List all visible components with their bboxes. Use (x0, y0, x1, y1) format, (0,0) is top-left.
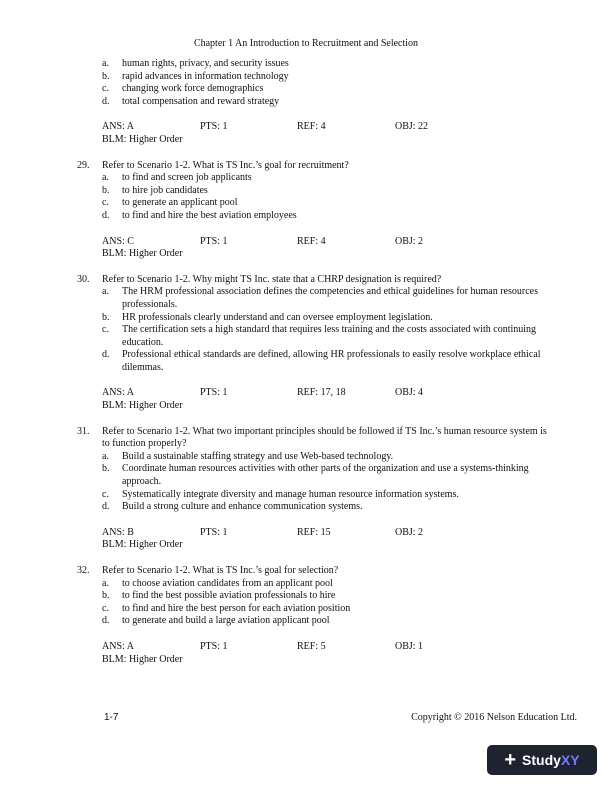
option-text: changing work force demographics (122, 83, 264, 95)
option-text: Build a sustainable staffing strategy and use Web-based technology. (122, 450, 394, 462)
objective: OBJ: 1 (395, 640, 424, 652)
option (77, 58, 547, 71)
question-stem: Refer to Scenario 1-2. What is TS Inc.’s goal for recruitment? (102, 159, 349, 171)
option (77, 349, 547, 374)
option-letter: a. (102, 172, 109, 184)
option (77, 210, 547, 223)
points: PTS: 1 (200, 121, 228, 133)
option-text: to find and hire the best person for each aviation position (122, 602, 351, 614)
option-letter: d. (102, 95, 110, 107)
question-content (77, 58, 547, 666)
option (77, 83, 547, 96)
option-letter: b. (102, 311, 110, 323)
option-letter: c. (102, 488, 109, 500)
points: PTS: 1 (200, 387, 228, 399)
points: PTS: 1 (200, 526, 228, 538)
option-text: to generate and build a large aviation applicant pool (122, 615, 330, 627)
option-text: to find and hire the best aviation employees (122, 209, 297, 221)
copyright: Copyright © 2016 Nelson Education Ltd. (411, 712, 577, 723)
answer: ANS: A (102, 387, 134, 399)
option-letter: d. (102, 209, 110, 221)
question-number: 31. (77, 425, 90, 437)
answer-meta (77, 641, 547, 666)
option-text: human rights, privacy, and security issues (122, 58, 289, 69)
option-letter: d. (102, 615, 110, 627)
option-letter: a. (102, 577, 109, 589)
objective: OBJ: 2 (395, 526, 424, 538)
option-text: to hire job candidates (122, 184, 208, 196)
option-letter: d. (102, 501, 110, 513)
option-text: to find the best possible aviation professionals to hire (122, 590, 336, 602)
question-block (77, 274, 547, 287)
option-text: HR professionals clearly understand and can oversee employment legislation. (122, 311, 433, 323)
option-letter: b. (102, 590, 110, 602)
badge-brand: Study (522, 752, 561, 768)
page-number: 1-7 (104, 712, 119, 723)
option (77, 324, 547, 349)
option-text: Professional ethical standards are defined, allowing HR professionals to easily resolve workplace ethical dilemmas. (122, 349, 541, 373)
option-text: rapid advances in information technology (122, 70, 289, 82)
question-stem: Refer to Scenario 1-2. What two important principles should be followed if TS Inc.’s human resource system is to function properly? (102, 425, 547, 450)
studyxy-badge[interactable] (487, 745, 597, 775)
objective: OBJ: 2 (395, 235, 424, 247)
reference: REF: 15 (297, 526, 331, 538)
option (77, 71, 547, 84)
question-number: 32. (77, 565, 90, 576)
option-letter: a. (102, 286, 109, 298)
answer: ANS: B (102, 526, 134, 538)
option-text: Coordinate human resources activities with other parts of the organization and use a systems-thinking approach. (122, 463, 529, 488)
option (77, 463, 547, 488)
option (77, 185, 547, 198)
option (77, 451, 547, 464)
option-letter: b. (102, 184, 110, 196)
question-stem: Refer to Scenario 1-2. What is TS Inc.’s goal for selection? (102, 565, 339, 576)
option (77, 197, 547, 210)
question-block (77, 426, 547, 451)
answer-meta (77, 387, 547, 412)
blm-level: BLM: Higher Order (102, 133, 183, 145)
question-stem: Refer to Scenario 1-2. Why might TS Inc. state that a CHRP designation is required? (102, 273, 442, 285)
option-letter: c. (102, 197, 109, 209)
option (77, 312, 547, 325)
objective: OBJ: 22 (395, 121, 429, 133)
option-letter: b. (102, 70, 110, 82)
option-letter: a. (102, 450, 109, 462)
answer-meta (77, 121, 547, 146)
blm-level: BLM: Higher Order (102, 400, 183, 412)
option (77, 615, 547, 628)
blm-level: BLM: Higher Order (102, 539, 183, 551)
option-text: Build a strong culture and enhance communication systems. (122, 501, 363, 513)
points: PTS: 1 (200, 640, 228, 652)
plus-icon: + (504, 749, 517, 771)
option-text: to find and screen job applicants (122, 172, 252, 184)
answer-meta (77, 236, 547, 261)
answer-meta (77, 527, 547, 552)
option-letter: b. (102, 463, 110, 475)
option (77, 501, 547, 514)
option (77, 96, 547, 109)
option-letter: d. (102, 349, 110, 361)
reference: REF: 17, 18 (297, 387, 346, 399)
answer: ANS: A (102, 640, 134, 652)
question-block (77, 160, 547, 173)
option (77, 590, 547, 603)
answer: ANS: C (102, 235, 134, 247)
objective: OBJ: 4 (395, 387, 424, 399)
blm-level: BLM: Higher Order (102, 653, 183, 665)
option (77, 578, 547, 591)
points: PTS: 1 (200, 235, 228, 247)
option (77, 489, 547, 502)
option (77, 286, 547, 311)
reference: REF: 4 (297, 235, 326, 247)
question-block (77, 565, 547, 578)
question-block (77, 58, 547, 147)
badge-accent: XY (560, 752, 580, 768)
option-letter: c. (102, 324, 109, 336)
option-text: to generate an applicant pool (122, 197, 238, 209)
page-header: Chapter 1 An Introduction to Recruitment and Selection (193, 38, 419, 49)
option-letter: a. (102, 58, 109, 69)
question-number: 29. (77, 159, 90, 171)
option-text: total compensation and reward strategy (122, 95, 280, 107)
reference: REF: 4 (297, 121, 326, 133)
option-letter: c. (102, 83, 109, 95)
option-text: The certification sets a high standard that requires less training and the costs associated with continuing education. (122, 324, 537, 348)
option-text: to choose aviation candidates from an applicant pool (122, 577, 333, 589)
option (77, 603, 547, 616)
option-text: Systematically integrate diversity and manage human resource information systems. (122, 488, 459, 500)
reference: REF: 5 (297, 640, 326, 652)
question-number: 30. (77, 273, 90, 285)
blm-level: BLM: Higher Order (102, 248, 183, 260)
option-text: The HRM professional association defines the competencies and ethical guidelines for human resources professionals. (122, 286, 538, 310)
option (77, 172, 547, 185)
answer: ANS: A (102, 121, 134, 133)
option-letter: c. (102, 602, 109, 614)
